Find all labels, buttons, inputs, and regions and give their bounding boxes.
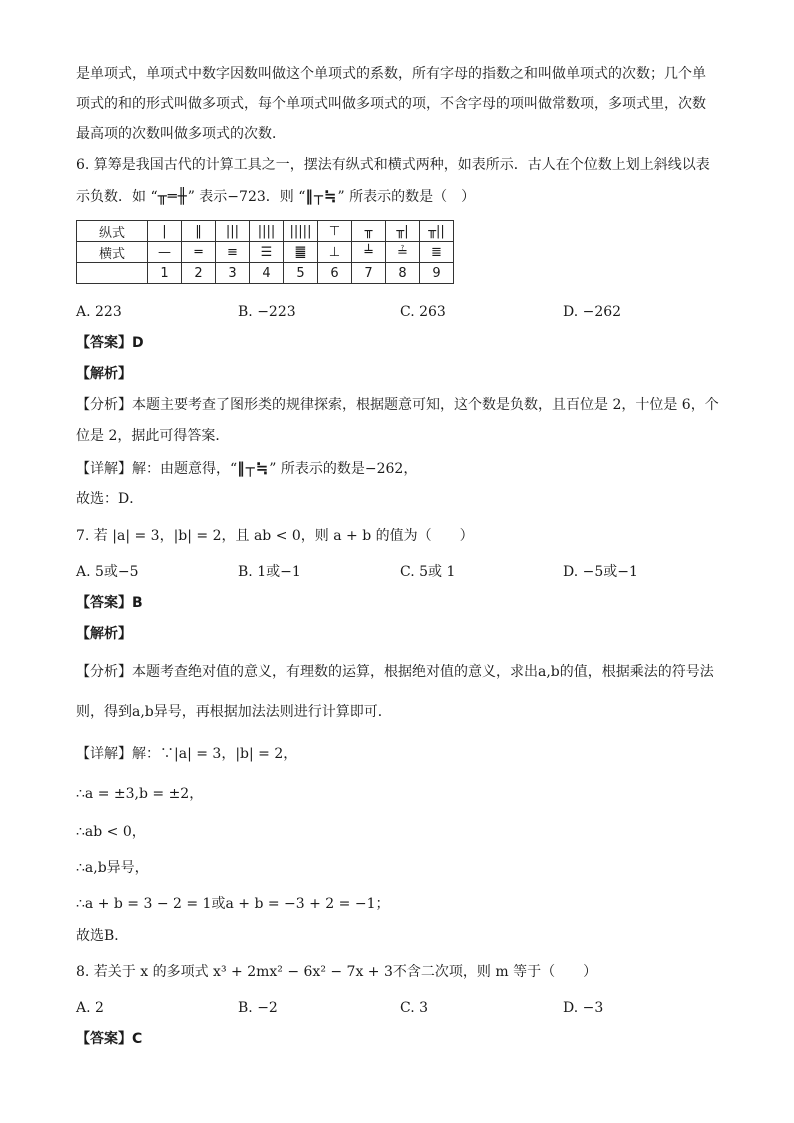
q7-detail-line-5: ∴a + b = 3 − 2 = 1或a + b = −3 + 2 = −1； [76,896,390,912]
vertical-rod-2: ‖ [182,221,216,242]
vertical-rod-1: | [148,221,182,242]
counting-rod-example-glyph: ╥═╫ [157,187,188,205]
q6-option-a: A. 223 [76,304,122,320]
row-label-numbers [77,263,148,284]
q7-detail-line-1: 【详解】解：∵|a| = 3，|b| = 2， [76,746,298,762]
horizontal-rod-8: ≟ [386,242,420,263]
q6-jiexi-text: 【解析】 [76,366,132,382]
horizontal-rod-6: ⊥ [318,242,352,263]
intro-line-3: 最高项的次数叫做多项式的次数． [76,126,286,142]
q6-answer-text: 【答案】D [76,335,144,351]
counting-rod-question-glyph: ‖┬≒ [305,187,338,205]
q7-stem: 7. 若 |a| = 3，|b| = 2，且 ab < 0，则 a + b 的值为（ ） [76,528,474,544]
counting-rod-table [76,220,454,284]
table-row-horizontal [77,242,454,263]
q7-detail-line-2: ∴a = ±3,b = ±2， [76,786,204,802]
q7-option-b: B. 1或−1 [238,564,301,580]
q6-option-b: B. −223 [238,304,296,320]
horizontal-rod-9: ≣ [420,242,454,263]
row-label-vertical: 纵式 [77,221,148,242]
q6-analysis-line-2: 位是 2，据此可得答案． [76,428,230,444]
row-label-horizontal: 横式 [77,242,148,263]
number-8: 8 [386,263,420,284]
q6-detail-pre: 【详解】解：由题意得，“ [76,461,238,477]
vertical-rod-8: ╥| [386,221,420,242]
q7-jiexi [76,624,132,644]
q6-detail-post: ” 所表示的数是−262， [269,461,418,477]
q7-detail-line-4: ∴a,b异号， [76,860,149,876]
q6-option-c: C. 263 [400,304,446,320]
q7-analysis-line-2: 则，得到a,b异号，再根据加法法则进行计算即可． [76,704,392,720]
q6-detail [76,458,417,479]
q6-stem-pre: 示负数．如 “ [76,189,158,205]
q8-option-b: B. −2 [238,1000,278,1016]
q8-option-c: C. 3 [400,1000,429,1016]
number-3: 3 [216,263,250,284]
q8-answer [76,1029,142,1049]
q7-option-a: A. 5或−5 [76,564,139,580]
q8-option-a: A. 2 [76,1000,104,1016]
vertical-rod-7: ╥ [352,221,386,242]
q8-option-d: D. −3 [563,1000,604,1016]
q6-jiexi [76,364,132,384]
q6-stem-line-1: 6. 算筹是我国古代的计算工具之一，摆法有纵式和横式两种，如表所示．古人在个位数上划上斜线以表 [76,157,710,173]
q6-stem-line-2 [76,186,475,207]
number-1: 1 [148,263,182,284]
q7-analysis-line-1: 【分析】本题考查绝对值的意义，有理数的运算，根据绝对值的意义，求出a,b的值，根据乘法的符号法 [76,664,714,680]
q6-stem-mid: ” 表示−723．则 “ [187,189,306,205]
horizontal-rod-1: — [148,242,182,263]
number-4: 4 [250,263,284,284]
number-9: 9 [420,263,454,284]
intro-line-2: 项式的和的形式叫做多项式，每个单项式叫做多项式的项，不含字母的项叫做常数项，多项式里，次数 [76,96,706,112]
q6-stem-post: ” 所表示的数是（ ） [337,189,476,205]
horizontal-rod-2: ═ [182,242,216,263]
q8-answer-text: 【答案】C [76,1031,143,1047]
vertical-rod-9: ╥|| [420,221,454,242]
q7-conclusion: 故选B． [76,928,129,944]
number-7: 7 [352,263,386,284]
number-5: 5 [284,263,318,284]
table-row-numbers [77,263,454,284]
q6-conclusion: 故选：D． [76,491,144,507]
horizontal-rod-3: ≡ [216,242,250,263]
vertical-rod-6: ⊤ [318,221,352,242]
vertical-rod-5: ||||| [284,221,318,242]
q8-stem: 8. 若关于 x 的多项式 x³ + 2mx² − 6x² − 7x + 3不含二次项，则 m 等于（ ） [76,964,598,980]
number-6: 6 [318,263,352,284]
q7-option-c: C. 5或 1 [400,564,456,580]
q7-detail-line-3: ∴ab < 0， [76,824,146,840]
q6-answer [76,333,144,353]
horizontal-rod-7: ╧ [352,242,386,263]
q7-answer-text: 【答案】B [76,595,143,611]
number-2: 2 [182,263,216,284]
table-row-vertical [77,221,454,242]
q6-analysis-line-1: 【分析】本题主要考查了图形类的规律探索，根据题意可知，这个数是负数，且百位是 2，十位是 6，个 [76,397,719,413]
q7-option-d: D. −5或−1 [563,564,638,580]
intro-line-1: 是单项式，单项式中数字因数叫做这个单项式的系数，所有字母的指数之和叫做单项式的次数；几个单 [76,66,706,82]
q7-jiexi-text: 【解析】 [76,626,132,642]
vertical-rod-4: |||| [250,221,284,242]
q7-answer [76,593,143,613]
horizontal-rod-4: ☰ [250,242,284,263]
vertical-rod-3: ||| [216,221,250,242]
counting-rod-question-glyph-detail: ‖┬≒ [237,459,270,477]
q6-option-d: D. −262 [563,304,622,320]
horizontal-rod-5: ䷀ [284,242,318,263]
